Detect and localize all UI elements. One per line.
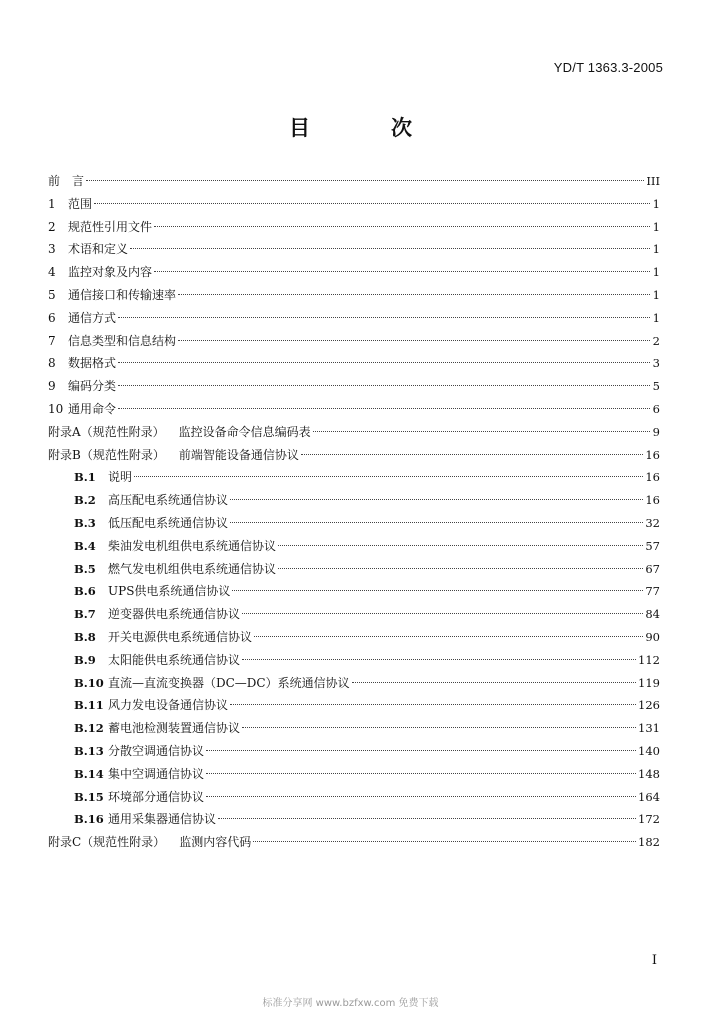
toc-leader-dots	[86, 180, 644, 181]
toc-entry-page: 1	[652, 310, 660, 325]
toc-leader-dots	[118, 408, 650, 409]
toc-entry[interactable]	[48, 558, 660, 581]
toc-entry-title: 编码分类	[68, 379, 117, 394]
toc-leader-dots	[134, 476, 643, 477]
toc-entry-number: B.1	[74, 470, 96, 485]
toc-entry-number: 4	[48, 265, 56, 280]
toc-leader-dots	[154, 271, 650, 272]
toc-entry-title: 说明	[108, 470, 133, 485]
toc-entry-page: 126	[638, 698, 660, 713]
toc-entry-title: 燃气发电机组供电系统通信协议	[108, 561, 277, 576]
toc-entry-page: 77	[645, 584, 660, 599]
toc-entry-number: 3	[48, 242, 56, 257]
toc-entry-number: B.13	[74, 743, 104, 758]
toc-entry-page: 182	[638, 835, 660, 850]
toc-leader-dots	[313, 431, 650, 432]
toc-leader-dots	[230, 704, 636, 705]
toc-leader-dots	[178, 294, 650, 295]
toc-entry-number: B.7	[74, 607, 96, 622]
toc-leader-dots	[118, 385, 650, 386]
toc-entry-number: B.2	[74, 493, 96, 508]
toc-entry-number: B.8	[74, 629, 96, 644]
toc-entry-page: 32	[645, 515, 660, 530]
toc-entry[interactable]	[48, 466, 660, 489]
toc-leader-dots	[118, 317, 650, 318]
toc-entry-title: 集中空调通信协议	[108, 766, 205, 781]
toc-entry[interactable]	[48, 694, 660, 717]
toc-entry-title: 分散空调通信协议	[108, 743, 205, 758]
toc-entry-title: 监测内容代码	[179, 835, 252, 850]
table-of-contents	[48, 170, 660, 854]
toc-entry[interactable]	[48, 672, 660, 695]
toc-entry-number: 附录B（规范性附录）	[48, 447, 165, 462]
toc-entry[interactable]	[48, 284, 660, 307]
toc-entry-page: 172	[638, 812, 660, 827]
standard-number: YD/T 1363.3-2005	[553, 60, 663, 75]
toc-leader-dots	[232, 590, 643, 591]
toc-entry-number: B.16	[74, 812, 104, 827]
toc-entry-number: B.3	[74, 515, 96, 530]
toc-entry-title: 环境部分通信协议	[108, 789, 205, 804]
toc-entry-page: 1	[652, 265, 660, 280]
toc-entry-number: 前 言	[48, 174, 85, 188]
toc-entry-number: 8	[48, 356, 56, 371]
toc-entry-title: UPS供电系统通信协议	[108, 584, 231, 599]
toc-entry-title: 监控对象及内容	[68, 265, 153, 280]
toc-entry[interactable]	[48, 740, 660, 763]
toc-entry[interactable]	[48, 763, 660, 786]
toc-entry[interactable]	[48, 717, 660, 740]
toc-leader-dots	[94, 203, 650, 204]
toc-leader-dots	[254, 636, 643, 637]
toc-entry-page: 1	[652, 219, 660, 234]
toc-entry-page: 119	[638, 675, 660, 690]
toc-entry-title: 柴油发电机组供电系统通信协议	[108, 538, 277, 553]
toc-leader-dots	[242, 659, 636, 660]
toc-entry-page: 6	[652, 401, 660, 416]
toc-entry[interactable]	[48, 352, 660, 375]
toc-entry-page: 1	[652, 242, 660, 257]
toc-entry[interactable]	[48, 238, 660, 261]
toc-entry-page: 5	[652, 379, 660, 394]
toc-entry-page: 131	[638, 721, 660, 736]
toc-entry[interactable]	[48, 626, 660, 649]
toc-entry[interactable]	[48, 535, 660, 558]
toc-leader-dots	[230, 499, 643, 500]
toc-leader-dots	[230, 522, 643, 523]
toc-entry[interactable]	[48, 580, 660, 603]
toc-leader-dots	[278, 568, 643, 569]
toc-leader-dots	[242, 613, 643, 614]
toc-entry-page: 57	[645, 538, 660, 553]
page-number: I	[651, 953, 657, 968]
toc-entry-page: 148	[638, 766, 660, 781]
toc-entry-title: 信息类型和信息结构	[68, 333, 177, 348]
toc-entry-page: 67	[645, 561, 660, 576]
toc-entry[interactable]	[48, 261, 660, 284]
toc-entry-number: 9	[48, 379, 56, 394]
toc-entry-page: 16	[645, 447, 660, 462]
toc-entry-page: 140	[638, 743, 660, 758]
toc-leader-dots	[130, 248, 650, 249]
toc-entry-number: B.14	[74, 766, 104, 781]
toc-entry[interactable]	[48, 170, 660, 193]
toc-leader-dots	[352, 682, 636, 683]
page-title: 目 次	[289, 116, 442, 140]
toc-entry-title: 规范性引用文件	[68, 219, 153, 234]
toc-entry-number: 1	[48, 196, 56, 211]
toc-entry-title: 逆变器供电系统通信协议	[108, 607, 241, 622]
toc-entry-title: 范围	[68, 196, 93, 211]
toc-entry-title: 蓄电池检测装置通信协议	[108, 721, 241, 736]
toc-entry-page: 2	[652, 333, 660, 348]
toc-entry-title: 太阳能供电系统通信协议	[108, 652, 241, 667]
toc-leader-dots	[218, 818, 636, 819]
toc-entry-page: 9	[652, 424, 660, 439]
toc-entry-title: 前端智能设备通信协议	[178, 447, 299, 462]
toc-entry-number: B.15	[74, 789, 104, 804]
toc-leader-dots	[206, 796, 636, 797]
toc-entry[interactable]	[48, 808, 660, 831]
toc-entry-number: 5	[48, 287, 56, 302]
toc-entry[interactable]	[48, 831, 660, 854]
toc-entry[interactable]	[48, 444, 660, 467]
toc-entry[interactable]	[48, 421, 660, 444]
toc-entry-page: 16	[645, 470, 660, 485]
toc-entry[interactable]	[48, 398, 660, 421]
toc-entry-number: 7	[48, 333, 56, 348]
toc-entry-title: 数据格式	[68, 356, 117, 371]
toc-entry-page: 84	[645, 607, 660, 622]
toc-entry-number: B.11	[74, 698, 104, 713]
toc-entry-title: 开关电源供电系统通信协议	[108, 629, 253, 644]
toc-entry-number: B.12	[74, 721, 104, 736]
toc-entry[interactable]	[48, 603, 660, 626]
toc-leader-dots	[301, 454, 644, 455]
toc-leader-dots	[253, 841, 636, 842]
toc-entry-title: 低压配电系统通信协议	[108, 515, 229, 530]
toc-entry-number: 10	[48, 401, 64, 416]
toc-entry-title: 通信接口和传输速率	[68, 287, 177, 302]
toc-leader-dots	[178, 340, 650, 341]
toc-entry-title: 高压配电系统通信协议	[108, 493, 229, 508]
toc-entry[interactable]	[48, 193, 660, 216]
toc-entry[interactable]	[48, 375, 660, 398]
toc-entry[interactable]	[48, 330, 660, 353]
toc-leader-dots	[206, 750, 636, 751]
toc-entry-page: 16	[645, 493, 660, 508]
toc-leader-dots	[278, 545, 643, 546]
toc-entry-title: 通信方式	[68, 310, 117, 325]
toc-entry-page: 164	[638, 789, 660, 804]
toc-entry-number: B.6	[74, 584, 96, 599]
watermark: 标准分享网 www.bzfxw.com 免费下载	[262, 998, 439, 1009]
toc-entry-number: B.4	[74, 538, 96, 553]
toc-entry-title: 术语和定义	[68, 242, 129, 257]
toc-entry[interactable]	[48, 216, 660, 239]
toc-leader-dots	[154, 226, 650, 227]
toc-entry-page: 90	[645, 629, 660, 644]
toc-entry-title: 通用命令	[68, 401, 117, 416]
toc-entry-number: 2	[48, 219, 56, 234]
toc-entry[interactable]	[48, 649, 660, 672]
toc-leader-dots	[118, 362, 650, 363]
toc-entry-number: 附录C（规范性附录）	[48, 835, 166, 850]
toc-entry-number: 6	[48, 310, 56, 325]
toc-entry-page: 1	[652, 287, 660, 302]
toc-entry-page: III	[646, 174, 660, 188]
toc-entry-number: B.10	[74, 675, 104, 690]
toc-entry-number: 附录A（规范性附录）	[48, 424, 165, 439]
toc-entry-page: 1	[652, 196, 660, 211]
toc-entry-number: B.9	[74, 652, 96, 667]
toc-entry-number: B.5	[74, 561, 96, 576]
toc-entry[interactable]	[48, 307, 660, 330]
toc-entry-title: 风力发电设备通信协议	[108, 698, 229, 713]
toc-entry-title: 通用采集器通信协议	[108, 812, 217, 827]
toc-entry[interactable]	[48, 786, 660, 809]
toc-entry-page: 3	[652, 356, 660, 371]
toc-entry-title: 直流—直流变换器（DC—DC）系统通信协议	[108, 675, 350, 690]
toc-entry[interactable]	[48, 512, 660, 535]
toc-entry-page: 112	[638, 652, 660, 667]
toc-entry-title: 监控设备命令信息编码表	[178, 424, 311, 439]
toc-leader-dots	[242, 727, 636, 728]
toc-entry[interactable]	[48, 489, 660, 512]
toc-leader-dots	[206, 773, 636, 774]
